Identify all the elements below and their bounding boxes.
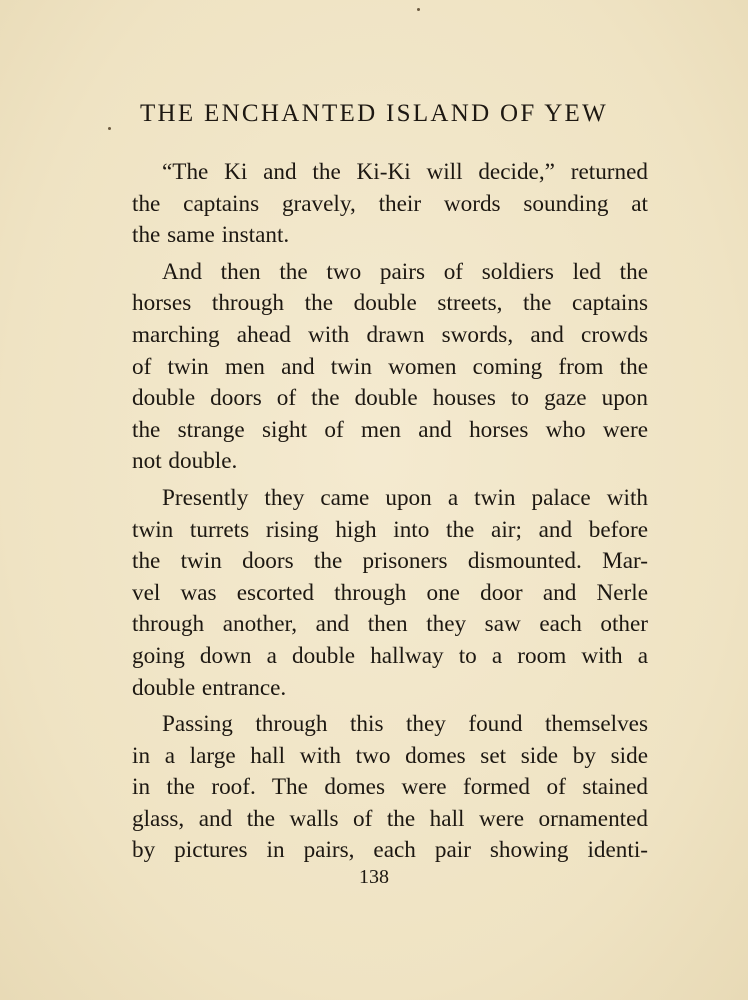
text-line: the strange sight of men and horses who were xyxy=(132,416,648,443)
text-line: the captains gravely, their words sounding at xyxy=(132,190,648,217)
paragraph-1 xyxy=(132,157,648,252)
paragraph-3 xyxy=(132,483,648,704)
text-line: And then the two pairs of soldiers led the xyxy=(162,258,648,285)
page-number: 138 xyxy=(359,866,389,888)
body-text xyxy=(132,157,648,872)
text-line: of twin men and twin women coming from the xyxy=(132,353,648,380)
text-line: the twin doors the prisoners dismounted. Mar- xyxy=(132,548,648,575)
text-line: going down a double hallway to a room with a xyxy=(132,642,648,669)
text-line: in the roof. The domes were formed of stained xyxy=(132,774,648,801)
text-line: glass, and the walls of the hall were ornamented xyxy=(132,805,648,832)
text-line: vel was escorted through one door and Nerle xyxy=(132,579,648,606)
text-line: Presently they came upon a twin palace with xyxy=(162,484,648,511)
text-line: in a large hall with two domes set side by side xyxy=(132,742,648,769)
text-line: not double. xyxy=(132,448,238,475)
text-line: marching ahead with drawn swords, and crowds xyxy=(132,321,648,348)
text-line: horses through the double streets, the captains xyxy=(132,290,648,317)
text-line: by pictures in pairs, each pair showing identi- xyxy=(132,837,648,864)
paragraph-2 xyxy=(132,257,648,478)
running-head: THE ENCHANTED ISLAND OF YEW xyxy=(139,100,609,127)
text-line: double entrance. xyxy=(132,674,287,701)
paragraph-4 xyxy=(132,709,648,867)
text-line: double doors of the double houses to gaze upon xyxy=(132,385,648,412)
paper-speck xyxy=(417,8,420,11)
paper-speck xyxy=(108,127,111,130)
text-line: Passing through this they found themselves xyxy=(162,711,648,738)
text-line: twin turrets rising high into the air; and before xyxy=(132,516,648,543)
text-line: through another, and then they saw each other xyxy=(132,611,648,638)
text-line: “The Ki and the Ki-Ki will decide,” returned xyxy=(162,159,648,185)
text-line: the same instant. xyxy=(132,222,290,249)
